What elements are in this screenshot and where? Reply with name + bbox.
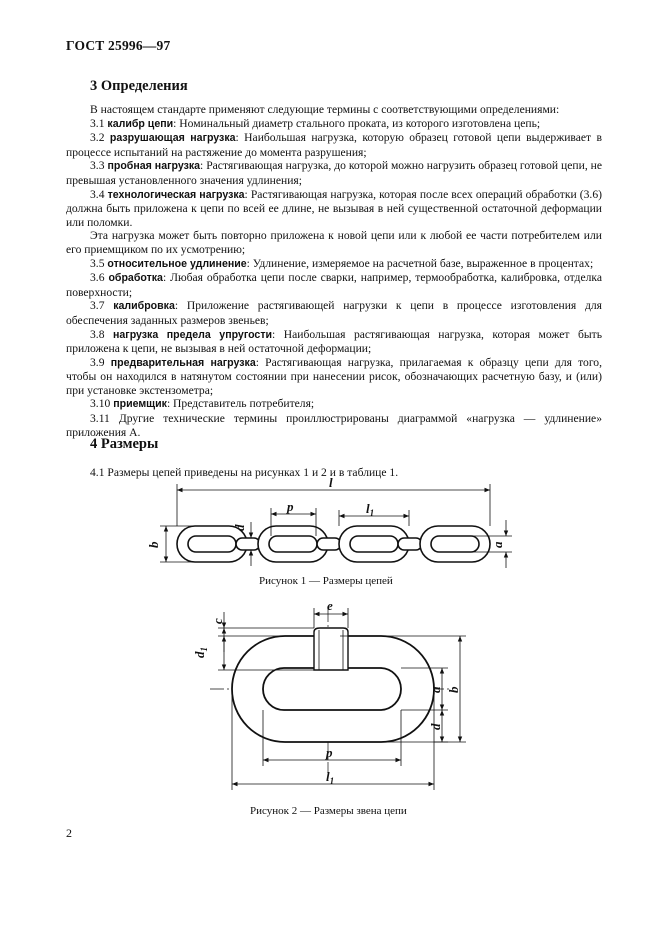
- definition-number: 3.3: [90, 159, 105, 173]
- definitions-list: [66, 117, 602, 440]
- definition-item: [66, 117, 602, 132]
- definition-term: предварительная нагрузка: [110, 356, 256, 369]
- chain-link-4: [317, 538, 341, 550]
- definition-term: приемщик: [113, 398, 167, 411]
- figure-2-link-drawing: [190, 598, 490, 808]
- definition-text: : Приложение растягивающей нагрузки к цепи в процессе изготовления для обеспечения заданных размеров звеньев;: [66, 299, 602, 327]
- definition-text: : Представитель потребителя;: [166, 397, 315, 411]
- chain-link-2: [236, 538, 260, 550]
- fig1-label-b: b: [146, 541, 161, 548]
- definition-item: [66, 229, 602, 256]
- definition-text: : Растягивающая нагрузка, до которой можно нагрузить образец готовой цепи, не превышая установленного значения удлинения;: [66, 159, 603, 187]
- definition-term: разрушающая нагрузка: [109, 132, 236, 145]
- figure-2-caption: Рисунок 2 — Размеры звена цепи: [250, 805, 407, 817]
- definition-number: 3.4: [90, 187, 105, 201]
- fig2-label-e: e: [327, 598, 333, 613]
- definition-number: 3.8: [90, 327, 105, 341]
- fig2-label-l1: $l_1$: [326, 769, 335, 786]
- definition-text: : Растягивающая нагрузка, прилагаемая к образцу цепи для того, чтобы он находился в натянутом состоянии при нанесении рисок, обозначающих расчетную базу, и (или) при установке экстензометра;: [66, 355, 603, 397]
- definition-text: : Любая обработка цепи после сварки, например, термообработка, калибровка, отделка поверхности;: [66, 271, 602, 299]
- fig2-label-a: a: [428, 686, 443, 693]
- section-4-text: 4.1 Размеры цепей приведены на рисунках 1 и 2 и в таблице 1.: [90, 466, 399, 479]
- definition-number: 3.6: [90, 271, 105, 285]
- definition-text: Другие технические термины проиллюстрированы диаграммой «нагрузка — удлинение» приложения А.: [66, 412, 602, 439]
- definition-number: 3.9: [90, 355, 105, 369]
- page-number: 2: [66, 826, 72, 840]
- definition-number: 3.2: [90, 131, 105, 145]
- figure-1-caption: Рисунок 1 — Размеры цепей: [259, 575, 393, 587]
- definition-term: относительное удлинение: [107, 257, 247, 270]
- definition-term: технологическая нагрузка: [107, 188, 245, 201]
- link-inner-contour: [263, 668, 401, 710]
- section-3-title: 3 Определения: [90, 78, 188, 94]
- definition-item: [66, 356, 602, 398]
- section-3-intro: В настоящем стандарте применяют следующие термины с соответствующими определениями:: [90, 103, 560, 116]
- fig1-label-l1: $l_1$: [366, 501, 375, 518]
- doc-header: ГОСТ 25996—97: [66, 38, 171, 53]
- fig2-label-c: c: [210, 618, 225, 624]
- definition-item: [66, 159, 602, 187]
- fig1-label-l: l: [329, 475, 333, 490]
- definition-item: [66, 257, 602, 272]
- definition-number: 3.10: [90, 397, 111, 411]
- fig1-label-d: d: [232, 524, 247, 531]
- definition-item: [66, 328, 602, 356]
- definition-text: : Наибольшая растягивающая нагрузка, которая может быть приложена к цепи, не вызывая в ней остаточной деформации;: [66, 327, 603, 356]
- fig1-label-p: p: [287, 499, 294, 514]
- fig1-label-a: a: [490, 541, 505, 548]
- definition-item: [66, 397, 602, 412]
- chain-link-6: [398, 538, 422, 550]
- definition-number: 3.1: [90, 116, 105, 130]
- definition-number: 3.7: [90, 299, 105, 313]
- definition-term: калибр цепи: [107, 117, 174, 130]
- definition-text: : Удлинение, измеряемое на расчетной базе, выраженное в процентах;: [246, 256, 594, 270]
- definition-text: : Наибольшая нагрузка, которую образец готовой цепи выдерживает в процессе испытаний на растяжение до момента разрушения;: [66, 131, 602, 159]
- definition-item: [66, 131, 602, 159]
- fig2-label-d: d: [428, 723, 443, 730]
- definition-term: пробная нагрузка: [107, 160, 201, 173]
- fig2-label-d1: $d_1$: [192, 647, 209, 658]
- definition-item: [66, 299, 602, 327]
- definition-text: : Растягивающая нагрузка, которая после всех операций обработки (3.6) должна быть приложена к цепи по всей ее длине, не вызывая в ней существенной остаточной деформации или поломки.: [66, 187, 602, 229]
- fig2-label-b: b: [446, 686, 461, 693]
- definition-term: калибровка: [113, 300, 175, 313]
- definition-number: 3.5: [90, 256, 105, 270]
- definition-number: 3.11: [90, 412, 110, 426]
- definition-text: : Номинальный диаметр стального проката, из которого изготовлена цепь;: [173, 116, 541, 130]
- fig2-label-p: p: [326, 745, 333, 760]
- definition-text: Эта нагрузка может быть повторно приложена к новой цепи или к любой ее части потребителем или его приемщиком по их усмотрению;: [66, 229, 602, 256]
- definition-item: [66, 188, 602, 230]
- definition-term: обработка: [108, 272, 163, 285]
- section-3-body: [66, 103, 602, 439]
- figure-1-chain-drawing: [140, 475, 540, 578]
- definition-term: нагрузка предела упругости: [113, 328, 273, 341]
- section-4-title: 4 Размеры: [90, 436, 159, 452]
- definition-item: [66, 271, 602, 299]
